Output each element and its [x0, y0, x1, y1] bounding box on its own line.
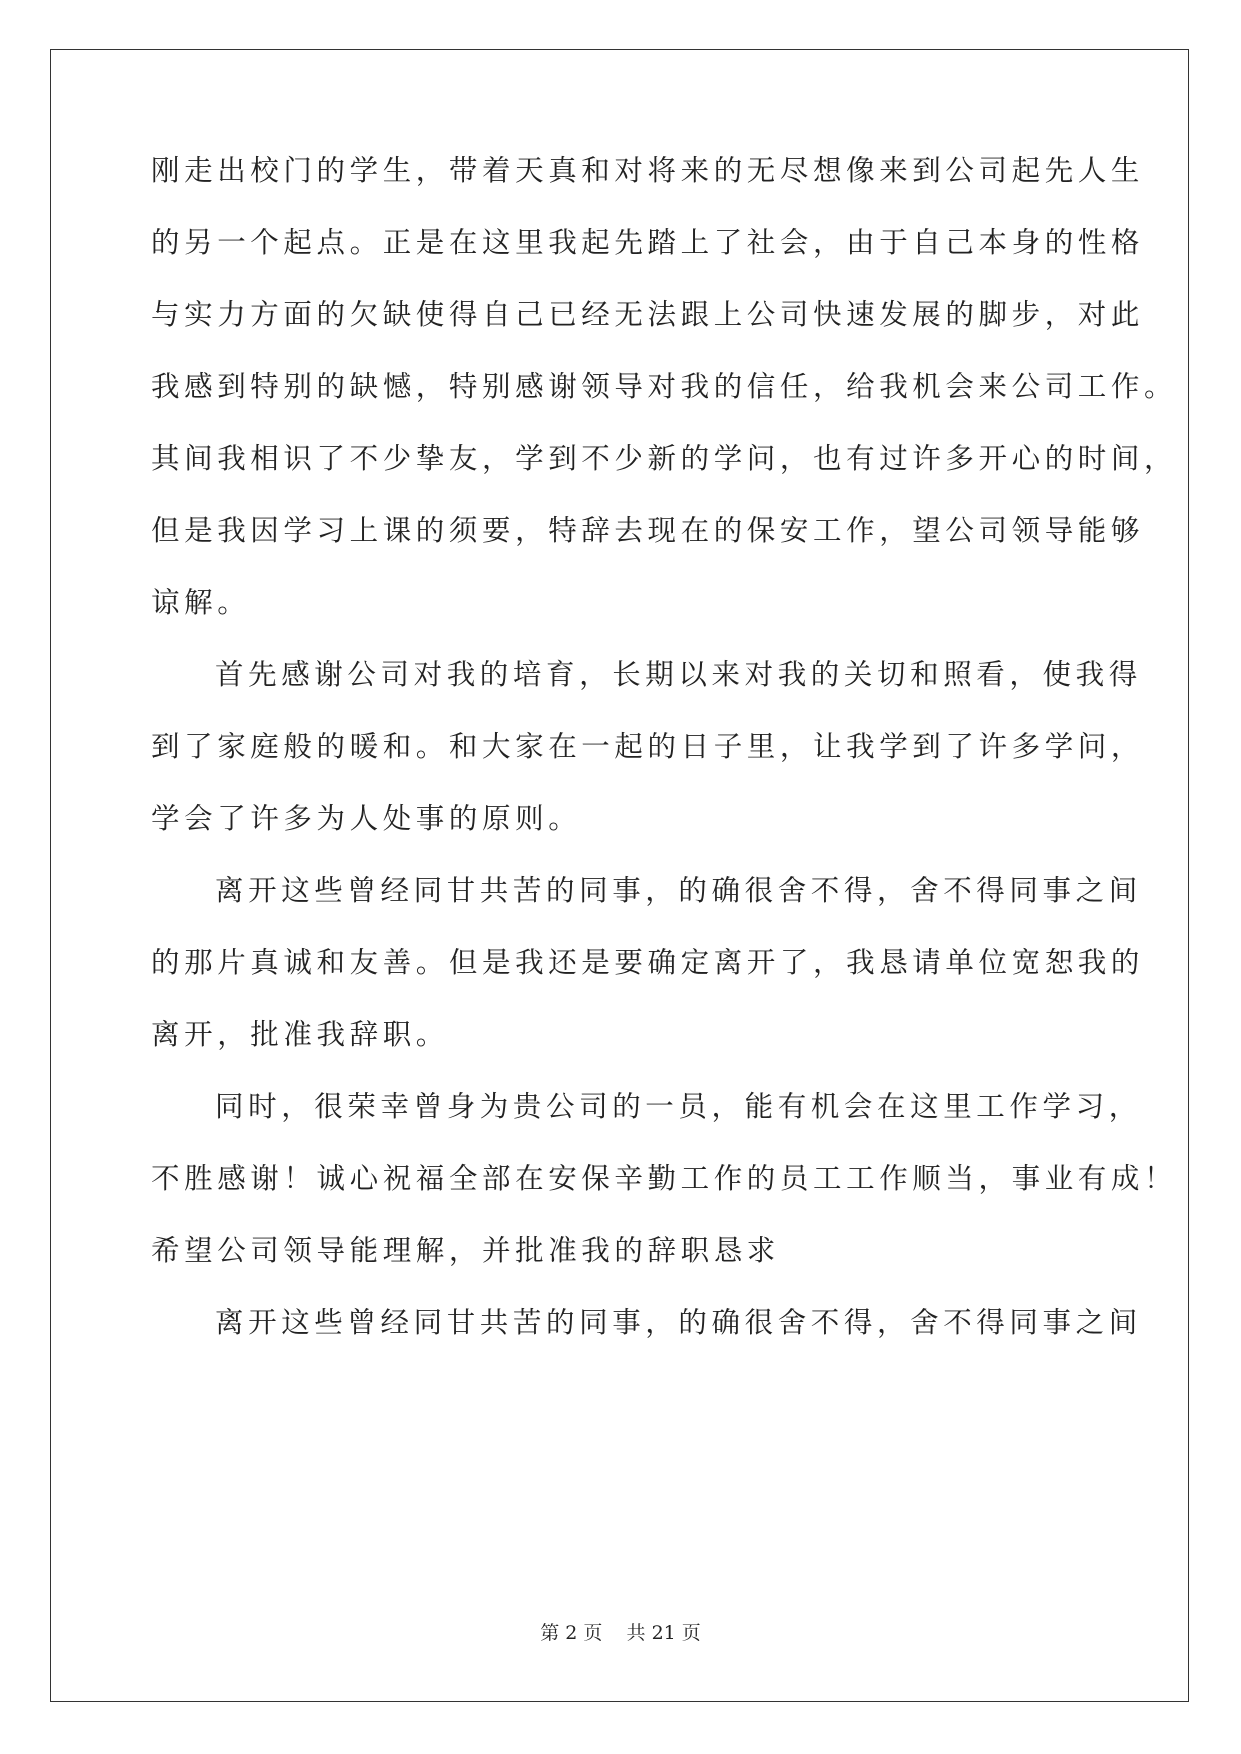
text-line: 离开这些曾经同甘共苦的同事，的确很舍不得，舍不得同事之间 [215, 1306, 1142, 1339]
text-line: 刚走出校门的学生，带着天真和对将来的无尽想像来到公司起先人生 [151, 154, 1145, 187]
text-line: 谅解。 [151, 586, 251, 619]
page-number: 第 2 页 共 21 页 [540, 1622, 701, 1644]
text-line: 与实力方面的欠缺使得自己已经无法跟上公司快速发展的脚步，对此 [151, 298, 1145, 331]
text-line: 同时，很荣幸曾身为贵公司的一员，能有机会在这里工作学习， [215, 1090, 1142, 1123]
text-line: 希望公司领导能理解，并批准我的辞职恳求 [151, 1234, 780, 1267]
text-line: 不胜感谢！诚心祝福全部在安保辛勤工作的员工工作顺当，事业有成！ [151, 1162, 1178, 1195]
text-line: 离开这些曾经同甘共苦的同事，的确很舍不得，舍不得同事之间 [215, 874, 1142, 907]
text-line: 其间我相识了不少挚友，学到不少新的学问，也有过许多开心的时间， [151, 442, 1178, 475]
text-line: 离开，批准我辞职。 [151, 1018, 449, 1051]
text-line: 的另一个起点。正是在这里我起先踏上了社会，由于自己本身的性格 [151, 226, 1145, 259]
text-line: 我感到特别的缺憾，特别感谢领导对我的信任，给我机会来公司工作。 [151, 370, 1178, 403]
text-line: 学会了许多为人处事的原则。 [151, 802, 582, 835]
text-line: 但是我因学习上课的须要，特辞去现在的保安工作，望公司领导能够 [151, 514, 1145, 547]
text-line: 首先感谢公司对我的培育，长期以来对我的关切和照看，使我得 [215, 658, 1142, 691]
text-line: 到了家庭般的暖和。和大家在一起的日子里，让我学到了许多学问， [151, 730, 1145, 763]
text-line: 的那片真诚和友善。但是我还是要确定离开了，我恳请单位宽恕我的 [151, 946, 1145, 979]
